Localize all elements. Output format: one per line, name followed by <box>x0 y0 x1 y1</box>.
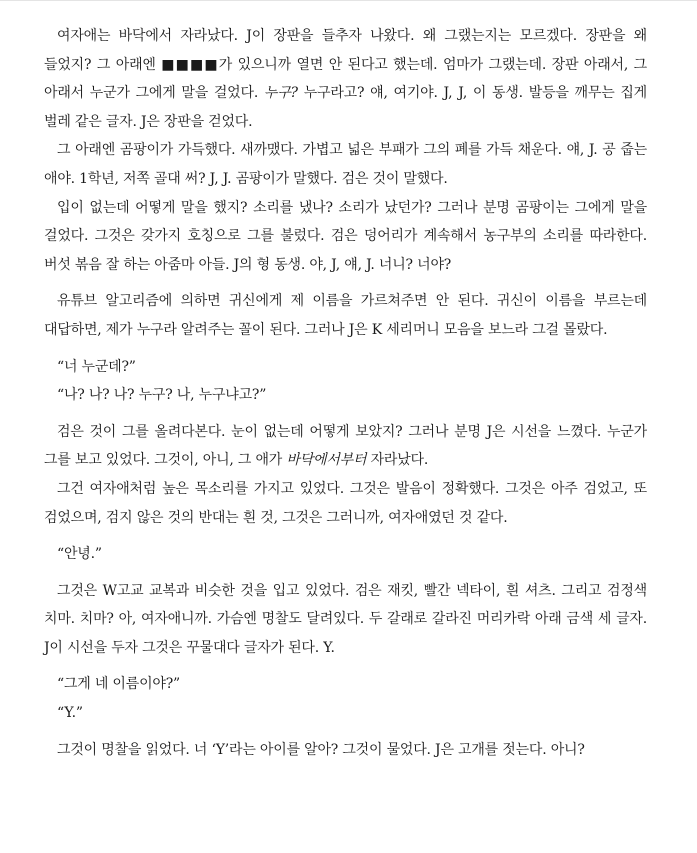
italic-text: 바닥에서부터 <box>286 452 367 469</box>
dialogue-line <box>44 699 647 728</box>
paragraph-text: “나? 나? 나? 누구? 나, 누구냐고?” <box>57 387 267 404</box>
body-paragraph <box>44 418 647 475</box>
paragraph-text: 그것이 명찰을 읽었다. 너 ‘Y’라는 아이를 알아? 그것이 물었다. J은 고개를 젓는다. 아니? <box>57 741 585 758</box>
paragraph-text: 자라났다. <box>366 452 429 469</box>
paragraph-text: 그것은 W고교 교복과 비슷한 것을 입고 있었다. 검은 재킷, 빨간 넥타이, 흰 셔츠. 그리고 검정색 치마. 치마? 아, 여자애니까. 가슴엔 명찰도 달려있다. 두 갈래로 갈라진 머리카락 아래 금색 세 글자. J이 시선을 두자 그것은 꾸물대다 글자가 된다. Y. <box>44 582 647 656</box>
paragraph-text: 그 아래엔 곰팡이가 가득했다. 새까맸다. 가볍고 넓은 부패가 그의 폐를 가득 채운다. 얘, J. 공 줍는 애야. 1학년, 저쪽 골대 써? J, J. 곰팡이가 말했다. 검은 것이 말했다. <box>44 142 647 187</box>
body-paragraph <box>44 736 647 765</box>
paragraph-text: 입이 없는데 어떻게 말을 했지? 소리를 냈나? 소리가 났던가? 그러나 분명 곰팡이는 그에게 말을 걸었다. 그것은 갖가지 호칭으로 그를 불렀다. 검은 덩어리가 계속해서 농구부의 소리를 따라한다. 버섯 볶음 잘 하는 아줌마 아들. J의 형 동생. 야, J, 얘, J. 너니? 너야? <box>44 199 647 273</box>
paragraph-text: 검은 것이 그를 올려다본다. 눈이 없는데 어떻게 보았지? 그러나 분명 J은 시선을 느꼈다. 누군가 그를 보고 있었다. 그것이, 아니, 그 애가 <box>44 423 647 469</box>
paragraph-text: “Y.” <box>57 705 83 722</box>
body-paragraph <box>44 475 647 532</box>
paragraph-text: “너 누군데?” <box>57 358 136 375</box>
paragraph-text: 누구라고? 얘, 여기야. J, J, 이 동생. 발등을 깨무는 집게 벌레 같은 글자. J은 장판을 걷었다. <box>44 85 647 130</box>
body-paragraph <box>44 194 647 280</box>
paragraph-text: “그게 네 이름이야?” <box>57 676 180 693</box>
dialogue-line <box>44 540 647 569</box>
body-paragraph <box>44 136 647 193</box>
paragraph-text: 여자애는 바닥에서 자라났다. J이 장판을 들추자 나왔다. 왜 그랬는지는 모르겠다. 장판을 왜 들었지? 그 아래엔 ■■■■가 있으니까 열면 안 된다고 했는데. 엄마가 그랬는데. 장판 아래서, 그 아래서 누군가 그에게 말을 걸었다. <box>44 28 647 102</box>
body-paragraph <box>44 22 647 136</box>
body-paragraph <box>44 287 647 344</box>
paragraph-text: 그건 여자애처럼 높은 목소리를 가지고 있었다. 그것은 발음이 정확했다. 그것은 아주 검었고, 또 검었으며, 검지 않은 것의 반대는 흰 것, 그것은 그러니까, 여자애였던 것 같다. <box>44 480 647 526</box>
body-paragraph <box>44 577 647 663</box>
dialogue-line <box>44 353 647 382</box>
italic-text: 누구? <box>263 85 298 102</box>
dialogue-line <box>44 381 647 410</box>
paragraph-text: “안녕.” <box>57 546 102 563</box>
paragraph-text: 유튜브 알고리즘에 의하면 귀신에게 제 이름을 가르쳐주면 안 된다. 귀신이 이름을 부르는데 대답하면, 제가 누구라 알려주는 꼴이 된다. 그러나 J은 K 세리머니 모음을 보느라 그걸 몰랐다. <box>44 293 647 338</box>
dialogue-line <box>44 670 647 699</box>
